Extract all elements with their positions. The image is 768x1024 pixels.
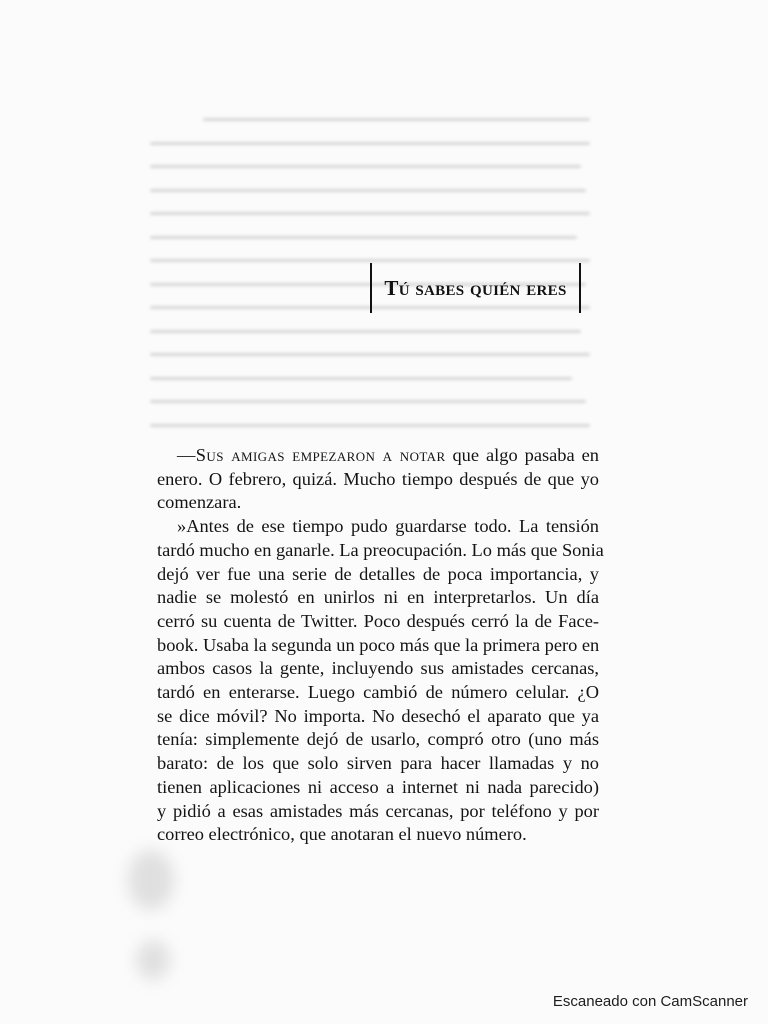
- text-line: barato: de los que solo sirven para hacer llamadas y no: [157, 753, 599, 774]
- text-line: tardó mucho en ganarle. La preocupación. Lo más que Sonia: [157, 539, 604, 560]
- text-line: comenzara.: [157, 492, 242, 513]
- body-text: [157, 444, 604, 847]
- paragraph-2: [157, 515, 604, 847]
- text-line: cerró su cuenta de Twitter. Poco después cerró la de Face-: [157, 610, 599, 631]
- text-line: enero. O febrero, quizá. Mucho tiempo después de que yo: [157, 468, 599, 489]
- chapter-title: Tú sabes quién eres: [384, 275, 567, 300]
- text-line: se dice móvil? No importa. No desechó el aparato que ya: [157, 705, 599, 726]
- chapter-heading-box: [370, 263, 581, 313]
- text-line: nadie se molestó en unirlos ni en interpretarlos. Un día: [157, 587, 599, 608]
- text-line: tienen aplicaciones ni acceso a internet ni nada parecido): [157, 776, 599, 797]
- text-line: tardó en enterarse. Luego cambió de número celular. ¿O: [157, 682, 599, 703]
- text-line: y pidió a esas amistades más cercanas, por teléfono y por: [157, 800, 599, 821]
- text-line: correo electrónico, que anotaran el nuevo número.: [157, 824, 527, 845]
- small-caps-lead: —Sus amigas empezaron a notar: [177, 445, 446, 465]
- camscanner-watermark: Escaneado con CamScanner: [552, 993, 748, 1010]
- text-line: dejó ver fue una serie de detalles de poca importancia, y: [157, 563, 599, 584]
- text-line: [157, 444, 599, 468]
- paragraph-1: [157, 444, 599, 515]
- scan-smudge: [128, 850, 174, 910]
- text-line: book. Usaba la segunda un poco más que la primera pero en: [157, 634, 600, 655]
- text-line-rest: que algo pasaba en: [445, 445, 599, 465]
- text-line: ambos casos la gente, incluyendo sus amistades cercanas,: [157, 658, 599, 679]
- scan-smudge: [136, 940, 170, 980]
- text-line: »Antes de ese tiempo pudo guardarse todo. La tensión: [177, 516, 599, 537]
- text-line: tenía: simplemente dejó de usarlo, compró otro (uno más: [157, 729, 599, 750]
